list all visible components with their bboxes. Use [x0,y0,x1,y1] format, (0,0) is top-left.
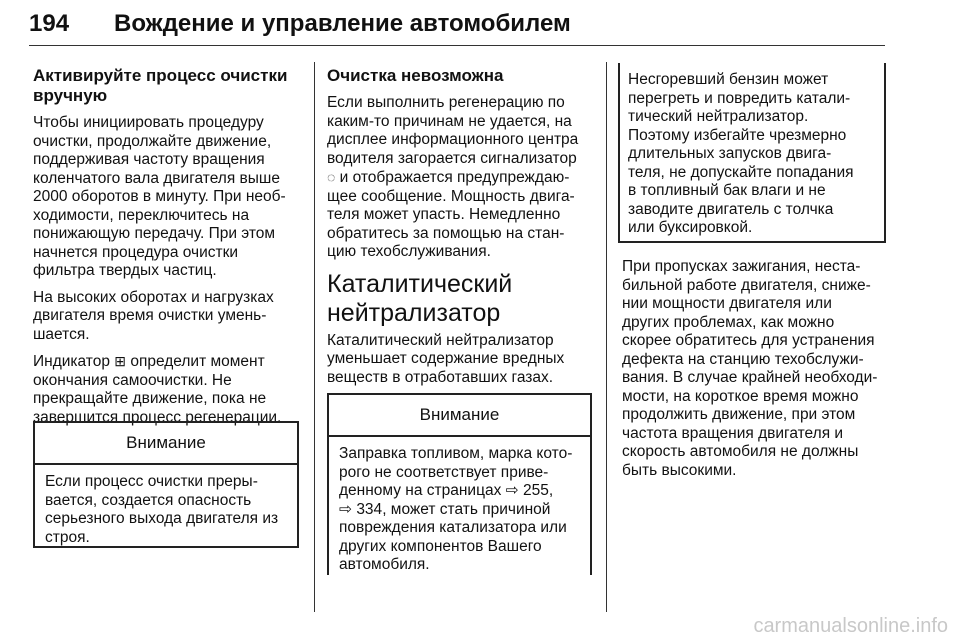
warning-box-2-title: Внимание [329,395,590,437]
warning-box-1-text: Если процесс очистки преры- вается, создается опасность серьезного выхода двигателя из строя. [45,473,279,546]
warning-box-1-title: Внимание [35,423,297,465]
manual-cleaning-heading: Активируйте процесс очистки вручную [33,66,288,105]
header-divider [29,45,885,46]
column-2 [327,66,597,395]
misfire-paragraph: При пропусках зажигания, неста- бильной работе двигателя, сниже- нии мощности двигателя или других проблемах, как можно скорее обратитесь для устранения дефекта на станцию техобслужи- вания. В случае крайней необходи- мости, на короткое время можно продолжить движение, при этом частота вращения двигателя и скорость автомобиля не должны быть высокими. [622,258,878,479]
exhaust-warning-icon: ◌ [327,169,336,185]
dpf-filter-icon: ⊞ [114,353,127,369]
column-divider-1 [314,62,315,612]
high-load-paragraph: На высоких оборотах и нагрузках двигателя время очистки умень- шается. [33,288,274,343]
column-3 [622,258,897,488]
page-reference-arrow-icon: ⇨ [339,500,352,518]
note-box: Несгоревший бензин может перегреть и повредить катали- тический нейтрализатор. Поэтому избегайте чрезмерно длительных запусков двига- теля, не допускайте попадания в топливный бак влаги и не заводите двигатель с толчка или буксировкой. [618,63,886,243]
catalytic-converter-title: Каталитический нейтрализатор [327,269,513,327]
manual-cleaning-paragraph: Чтобы инициировать процедуру очистки, продолжайте движение, поддерживая частоту вращения коленчатого вала двигателя выше 2000 оборотов в минуту. При необ- ходимости, переключитесь на понижающую передачу. При этом начнется процедура очистки фильтра твердых частиц. [33,114,286,279]
page-reference-334[interactable]: 334 [356,500,383,518]
warning-box-1 [33,421,299,548]
column-1 [33,66,303,435]
warning-box-2-text: Заправка топливом, марка кото- рого не соответствует приве- денному на страницах ⇨ 255, ⇨ 334, может стать причиной повреждения катализатора или других компонентов Вашего автомобиля. [339,445,573,573]
indicator-paragraph: Индикатор ⊞ определит момент окончания самоочистки. Не прекращайте движение, пока не завершится процесс регенерации. [33,353,282,426]
page-reference-arrow-icon: ⇨ [505,482,519,499]
page-number: 194 [29,10,70,37]
cleaning-impossible-heading: Очистка невозможна [327,66,504,85]
warning-box-2 [327,393,592,575]
page-reference-255[interactable]: 255 [522,482,549,499]
catalytic-converter-paragraph: Каталитический нейтрализатор уменьшает содержание вредных веществ в отработавших газах. [327,331,565,386]
watermark: carmanualsonline.info [753,615,948,637]
page-title: Вождение и управление автомобилем [114,10,571,37]
cleaning-impossible-paragraph: Если выполнить регенерацию по каким-то причинам не удается, на дисплее информационного центра водителя загорается сигнализатор ◌ и отображается предупреждаю- щее сообщение. Мощность двига- теля может упасть. Немедленно обратитесь за помощью на стан- цию техобслуживания. [327,94,579,260]
page-header [29,8,885,48]
column-divider-2 [606,62,607,612]
